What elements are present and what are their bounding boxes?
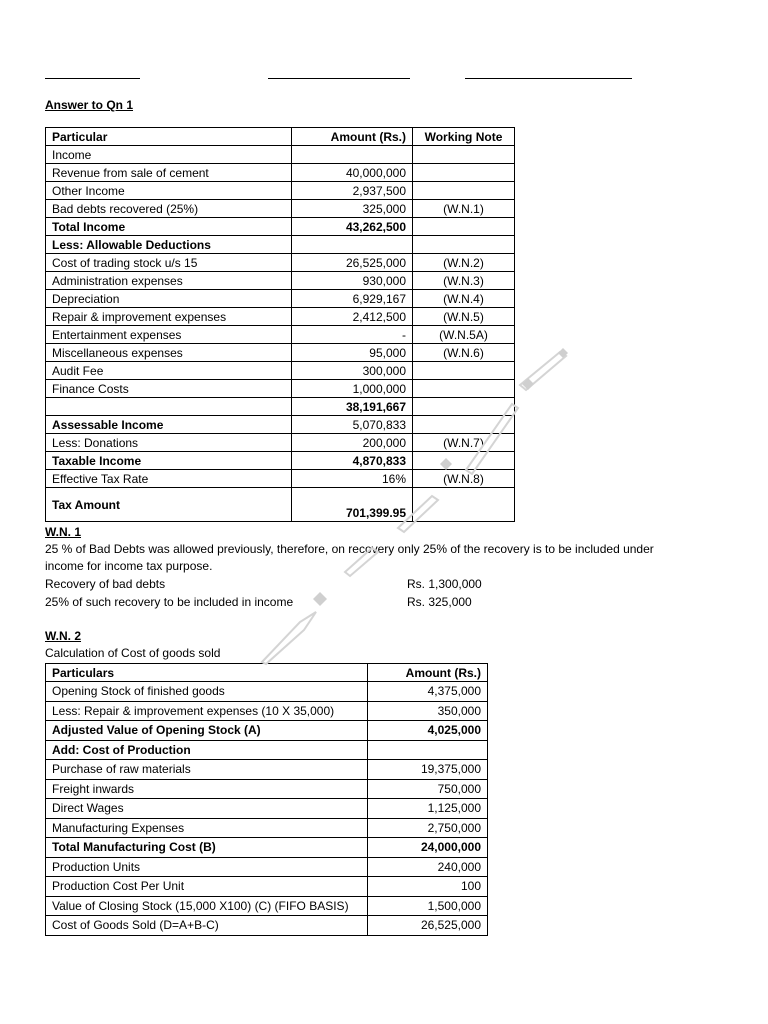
row-particular: Purchase of raw materials — [46, 760, 368, 780]
income-table-row — [46, 416, 515, 434]
row-particular — [46, 398, 292, 416]
row-particular: Finance Costs — [46, 380, 292, 398]
row-working-note — [413, 146, 515, 164]
row-working-note — [413, 380, 515, 398]
row-particular: Opening Stock of finished goods — [46, 682, 368, 702]
row-amount: 43,262,500 — [292, 218, 413, 236]
wn1-line1: 25 % of Bad Debts was allowed previously, therefore, on recovery only 25% of the recovery is to be included under — [45, 542, 654, 556]
cogs-table-row — [46, 818, 488, 838]
cogs-table-row — [46, 799, 488, 819]
row-particular: Administration expenses — [46, 272, 292, 290]
income-table-row — [46, 164, 515, 182]
row-working-note: (W.N.3) — [413, 272, 515, 290]
row-particular: Direct Wages — [46, 799, 368, 819]
wn1-line2: income for income tax purpose. — [45, 559, 213, 573]
row-particular: Miscellaneous expenses — [46, 344, 292, 362]
row-working-note: (W.N.6) — [413, 344, 515, 362]
signature-line-3 — [465, 78, 632, 79]
row-amount: 325,000 — [292, 200, 413, 218]
row-amount: 26,525,000 — [368, 916, 488, 936]
row-amount: 6,929,167 — [292, 290, 413, 308]
income-table-row — [46, 146, 515, 164]
wn1-item1-value: Rs. 1,300,000 — [407, 577, 482, 591]
row-amount: 26,525,000 — [292, 254, 413, 272]
row-amount: 16% — [292, 470, 413, 488]
wn1-title: W.N. 1 — [45, 525, 82, 539]
row-particular: Adjusted Value of Opening Stock (A) — [46, 721, 368, 741]
row-particular: Less: Donations — [46, 434, 292, 452]
row-working-note: (W.N.2) — [413, 254, 515, 272]
row-working-note — [413, 362, 515, 380]
wn2-subtitle: Calculation of Cost of goods sold — [45, 646, 221, 660]
row-amount: 24,000,000 — [368, 838, 488, 858]
income-table-row — [46, 326, 515, 344]
row-amount: 4,025,000 — [368, 721, 488, 741]
tax-amount-note — [413, 488, 515, 522]
tax-amount-label: Tax Amount — [46, 488, 292, 522]
row-amount: 4,870,833 — [292, 452, 413, 470]
row-amount: 40,000,000 — [292, 164, 413, 182]
row-particular: Total Income — [46, 218, 292, 236]
row-particular: Revenue from sale of cement — [46, 164, 292, 182]
row-particular: Less: Repair & improvement expenses (10 X 35,000) — [46, 701, 368, 721]
row-amount: 95,000 — [292, 344, 413, 362]
row-working-note: (W.N.4) — [413, 290, 515, 308]
row-working-note — [413, 416, 515, 434]
row-amount — [292, 236, 413, 254]
wn2-title: W.N. 2 — [45, 629, 82, 643]
row-particular: Assessable Income — [46, 416, 292, 434]
income-table-row — [46, 344, 515, 362]
row-amount: 2,750,000 — [368, 818, 488, 838]
row-particular: Freight inwards — [46, 779, 368, 799]
row-amount: 300,000 — [292, 362, 413, 380]
col-header-amount: Amount (Rs.) — [292, 128, 413, 146]
tax-amount-row — [46, 488, 515, 522]
row-amount: 2,937,500 — [292, 182, 413, 200]
row-particular: Cost of Goods Sold (D=A+B-C) — [46, 916, 368, 936]
income-table-row — [46, 236, 515, 254]
row-working-note — [413, 182, 515, 200]
cogs-table-row — [46, 779, 488, 799]
row-amount: 930,000 — [292, 272, 413, 290]
income-table-row — [46, 308, 515, 326]
income-table-row — [46, 434, 515, 452]
col-header-amount: Amount (Rs.) — [368, 664, 488, 682]
cogs-table-row — [46, 838, 488, 858]
row-working-note — [413, 452, 515, 470]
row-working-note: (W.N.5) — [413, 308, 515, 326]
row-particular: Production Cost Per Unit — [46, 877, 368, 897]
row-particular: Manufacturing Expenses — [46, 818, 368, 838]
row-working-note — [413, 218, 515, 236]
wn1-item2-label: 25% of such recovery to be included in income — [45, 595, 294, 609]
row-particular: Taxable Income — [46, 452, 292, 470]
income-table — [45, 127, 515, 522]
row-amount: 5,070,833 — [292, 416, 413, 434]
row-amount: 200,000 — [292, 434, 413, 452]
row-amount: 240,000 — [368, 857, 488, 877]
row-amount: 38,191,667 — [292, 398, 413, 416]
row-working-note: (W.N.1) — [413, 200, 515, 218]
cogs-table-row — [46, 721, 488, 741]
row-amount: - — [292, 326, 413, 344]
wn1-item1-label: Recovery of bad debts — [45, 577, 166, 591]
income-table-row — [46, 380, 515, 398]
row-amount: 1,000,000 — [292, 380, 413, 398]
income-table-row — [46, 218, 515, 236]
row-particular: Bad debts recovered (25%) — [46, 200, 292, 218]
income-table-row — [46, 254, 515, 272]
income-table-row — [46, 470, 515, 488]
signature-line-2 — [268, 78, 410, 79]
row-particular: Effective Tax Rate — [46, 470, 292, 488]
row-amount: 750,000 — [368, 779, 488, 799]
row-particular: Add: Cost of Production — [46, 740, 368, 760]
row-amount: 350,000 — [368, 701, 488, 721]
row-working-note — [413, 236, 515, 254]
row-particular: Depreciation — [46, 290, 292, 308]
row-amount: 100 — [368, 877, 488, 897]
row-particular: Value of Closing Stock (15,000 X100) (C) (FIFO BASIS) — [46, 896, 368, 916]
cogs-table-row — [46, 740, 488, 760]
row-particular: Repair & improvement expenses — [46, 308, 292, 326]
col-header-working-note: Working Note — [413, 128, 515, 146]
col-header-particular: Particular — [46, 128, 292, 146]
answer-heading: Answer to Qn 1 — [45, 98, 134, 112]
row-working-note: (W.N.5A) — [413, 326, 515, 344]
row-particular: Total Manufacturing Cost (B) — [46, 838, 368, 858]
cogs-table-row — [46, 896, 488, 916]
income-table-row — [46, 200, 515, 218]
income-table-header — [46, 128, 515, 146]
cogs-table-header — [46, 664, 488, 682]
row-particular: Income — [46, 146, 292, 164]
signature-line-1 — [45, 78, 140, 79]
row-amount: 4,375,000 — [368, 682, 488, 702]
row-amount: 1,125,000 — [368, 799, 488, 819]
row-working-note — [413, 398, 515, 416]
income-table-row — [46, 452, 515, 470]
row-amount — [292, 146, 413, 164]
cogs-table — [45, 663, 488, 936]
cogs-table-row — [46, 877, 488, 897]
cogs-table-row — [46, 916, 488, 936]
tax-amount-value: 701,399.95 — [292, 488, 413, 522]
income-table-row — [46, 398, 515, 416]
row-amount: 2,412,500 — [292, 308, 413, 326]
wn1-item2-value: Rs. 325,000 — [407, 595, 472, 609]
row-working-note: (W.N.7) — [413, 434, 515, 452]
cogs-table-row — [46, 701, 488, 721]
col-header-particulars: Particulars — [46, 664, 368, 682]
row-amount — [368, 740, 488, 760]
row-working-note: (W.N.8) — [413, 470, 515, 488]
row-particular: Production Units — [46, 857, 368, 877]
income-table-row — [46, 272, 515, 290]
row-amount: 19,375,000 — [368, 760, 488, 780]
income-table-row — [46, 362, 515, 380]
row-amount: 1,500,000 — [368, 896, 488, 916]
income-table-row — [46, 290, 515, 308]
row-particular: Other Income — [46, 182, 292, 200]
cogs-table-row — [46, 682, 488, 702]
cogs-table-row — [46, 857, 488, 877]
row-working-note — [413, 164, 515, 182]
row-particular: Audit Fee — [46, 362, 292, 380]
cogs-table-row — [46, 760, 488, 780]
row-particular: Less: Allowable Deductions — [46, 236, 292, 254]
row-particular: Cost of trading stock u/s 15 — [46, 254, 292, 272]
row-particular: Entertainment expenses — [46, 326, 292, 344]
income-table-row — [46, 182, 515, 200]
